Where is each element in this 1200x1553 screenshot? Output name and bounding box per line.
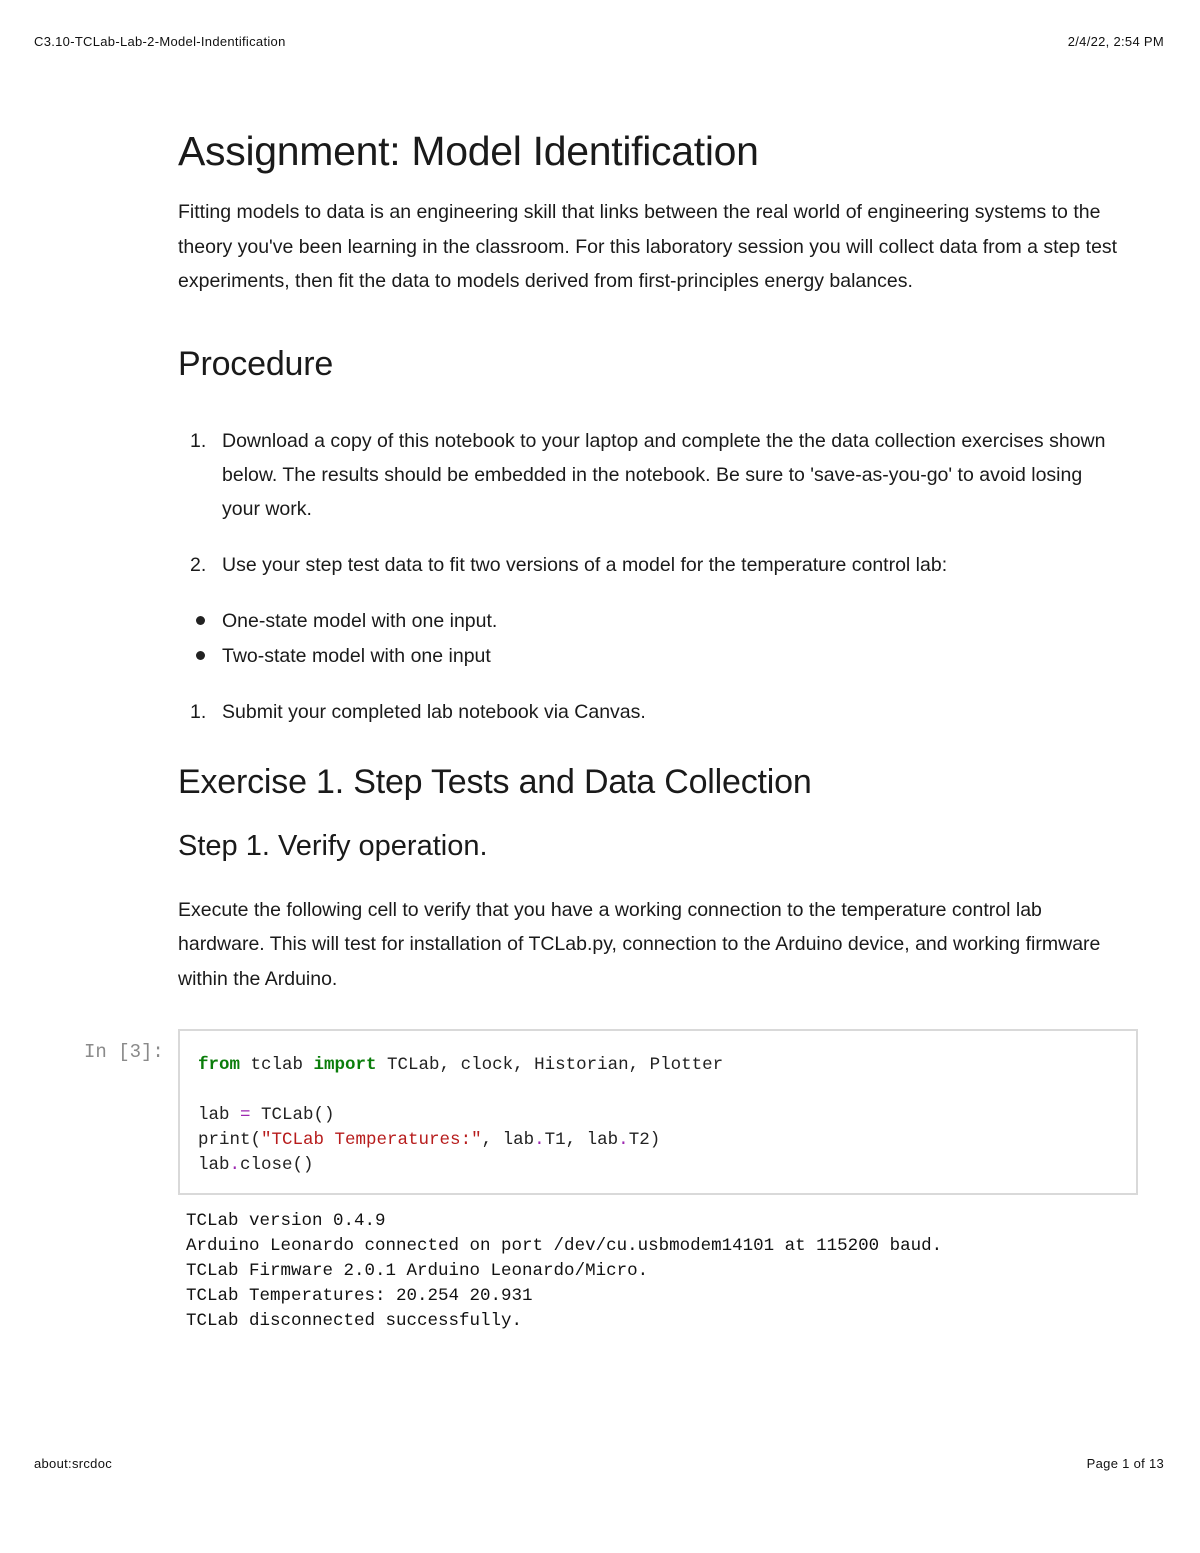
- page-title: Assignment: Model Identification: [178, 128, 759, 174]
- intro-paragraph: Fitting models to data is an engineering skill that links between the real world of engineering systems to the theory you've been learning in the classroom. For this laboratory session you will collect data from a step test experiments, then fit the data to models derived from first-principles energy balances.: [178, 201, 1118, 292]
- procedure-list: [178, 424, 1118, 582]
- model-bullet-list: [178, 604, 1118, 673]
- code-line: lab = TCLab(): [198, 1105, 335, 1125]
- output-line: TCLab disconnected successfully.: [186, 1311, 523, 1331]
- cell-output: [186, 1209, 942, 1334]
- list-item-text: Submit your completed lab notebook via Canvas.: [222, 700, 646, 723]
- code-editor[interactable]: [198, 1053, 723, 1178]
- bullet-text: Two-state model with one input: [222, 644, 491, 667]
- output-line: Arduino Leonardo connected on port /dev/cu.usbmodem14101 at 115200 baud.: [186, 1236, 943, 1256]
- footer-url: about:srcdoc: [34, 1456, 113, 1471]
- step-heading: Step 1. Verify operation.: [178, 829, 488, 862]
- print-footer: [34, 1456, 1164, 1471]
- list-number: 2.: [190, 553, 207, 576]
- list-item: [178, 548, 1118, 582]
- output-line: TCLab Firmware 2.0.1 Arduino Leonardo/Micro.: [186, 1261, 649, 1281]
- list-item: [178, 424, 1118, 526]
- bullet-icon: [196, 651, 205, 660]
- input-prompt: In [3]:: [84, 1041, 164, 1063]
- print-header: [34, 34, 1164, 49]
- notebook-content: [178, 118, 1118, 996]
- bullet-item: [178, 639, 1118, 673]
- list-item-text: Download a copy of this notebook to your laptop and complete the the data collection exercises shown below. The results should be embedded in the notebook. Be sure to 'save-as-you-go' to avoid losing your work.: [222, 429, 1106, 520]
- bullet-text: One-state model with one input.: [222, 609, 498, 632]
- bullet-icon: [196, 616, 205, 625]
- document-title: C3.10-TCLab-Lab-2-Model-Indentification: [34, 34, 286, 49]
- page-number: Page 1 of 13: [1086, 1456, 1164, 1471]
- code-line: print("TCLab Temperatures:", lab.T1, lab.T2): [198, 1130, 661, 1150]
- list-number: 1.: [190, 700, 207, 723]
- list-number: 1.: [190, 429, 207, 452]
- code-line: from tclab import TCLab, clock, Historian, Plotter: [198, 1055, 724, 1075]
- procedure-heading: Procedure: [178, 344, 334, 383]
- exercise-heading: Exercise 1. Step Tests and Data Collection: [178, 762, 812, 801]
- code-cell[interactable]: [178, 1029, 1138, 1195]
- code-line: lab.close(): [198, 1155, 314, 1175]
- list-item-text: Use your step test data to fit two versions of a model for the temperature control lab:: [222, 553, 948, 576]
- list-item: [178, 695, 1118, 729]
- bullet-item: [178, 604, 1118, 638]
- final-step-list: [178, 695, 1118, 729]
- output-line: TCLab version 0.4.9: [186, 1211, 386, 1231]
- step-paragraph: Execute the following cell to verify that you have a working connection to the temperature control lab hardware. This will test for installation of TCLab.py, connection to the Arduino device, and working firmware within the Arduino.: [178, 898, 1101, 990]
- print-datetime: 2/4/22, 2:54 PM: [1067, 34, 1164, 49]
- output-line: TCLab Temperatures: 20.254 20.931: [186, 1286, 533, 1306]
